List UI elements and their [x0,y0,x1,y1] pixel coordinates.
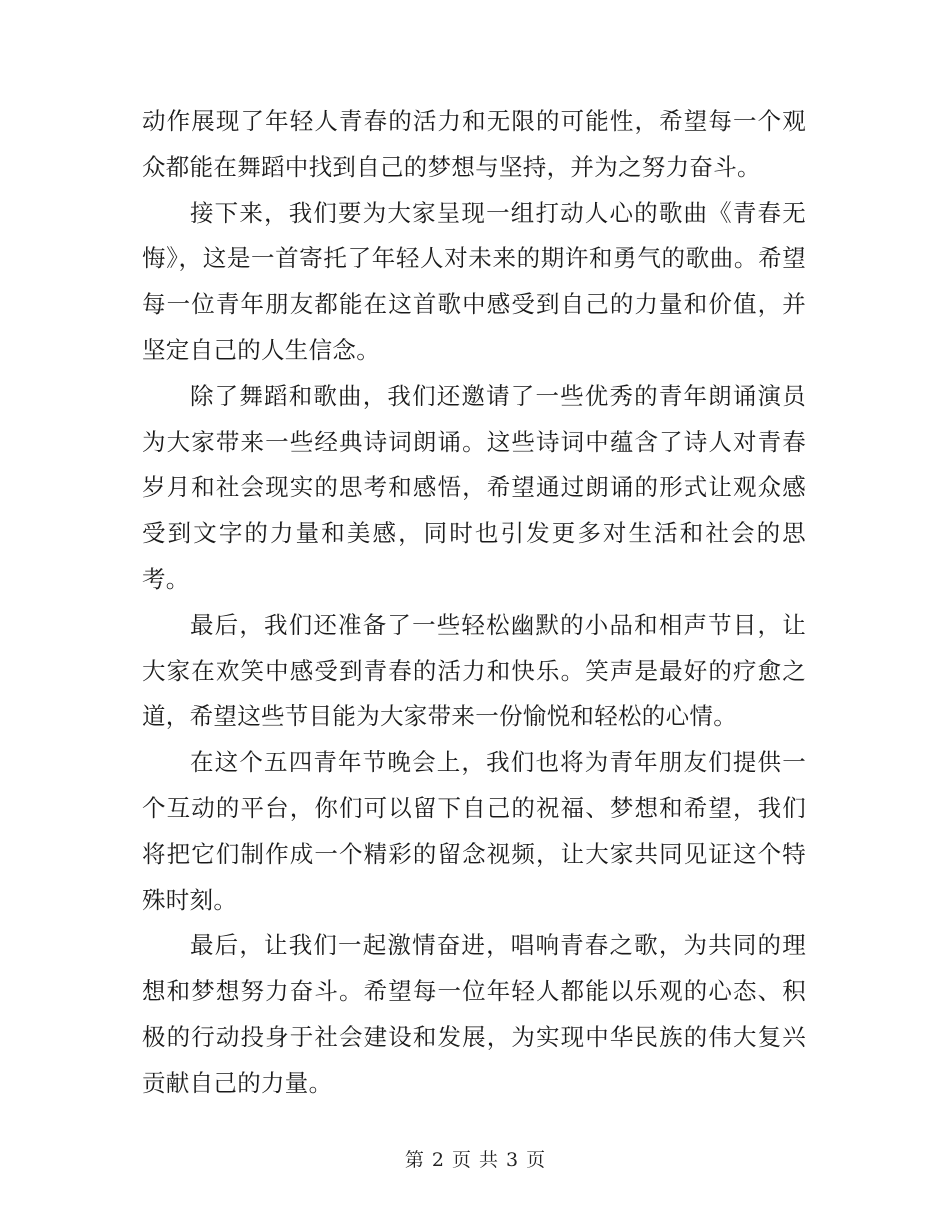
page-number-footer [0,1148,950,1172]
page-word-2: 页 [526,1149,546,1171]
paragraph-6: 最后，让我们一起激情奋进，唱响青春之歌，为共同的理想和梦想努力奋斗。希望每一位年轻人都能以乐观的心态、积极的行动投身于社会建设和发展，为实现中华民族的伟大复兴贡献自己的力量。 [142,931,806,1097]
paragraph-4: 最后，我们还准备了一些轻松幽默的小品和相声节目，让大家在欢笑中感受到青春的活力和快乐。笑声是最好的疗愈之道，希望这些节目能为大家带来一份愉悦和轻松的心情。 [142,610,806,731]
total-prefix: 共 [479,1149,499,1171]
paragraph-5: 在这个五四青年节晚会上，我们也将为青年朋友们提供一个互动的平台，你们可以留下自己的祝福、梦想和希望，我们将把它们制作成一个精彩的留念视频，让大家共同见证这个特殊时刻。 [142,748,806,914]
document-body [142,99,806,1107]
page-prefix: 第 [404,1149,424,1171]
total-page-count: 3 [506,1149,519,1171]
current-page-number: 2 [431,1149,444,1171]
paragraph-1: 动作展现了年轻人青春的活力和无限的可能性，希望每一个观众都能在舞蹈中找到自己的梦想与坚持，并为之努力奋斗。 [142,107,806,181]
paragraph-2: 接下来，我们要为大家呈现一组打动人心的歌曲《青春无悔》，这是一首寄托了年轻人对未来的期许和勇气的歌曲。希望每一位青年朋友都能在这首歌中感受到自己的力量和价值，并坚定自己的人生信念。 [142,198,806,364]
page-word: 页 [451,1149,471,1171]
paragraph-3: 除了舞蹈和歌曲，我们还邀请了一些优秀的青年朗诵演员为大家带来一些经典诗词朗诵。这些诗词中蕴含了诗人对青春岁月和社会现实的思考和感悟，希望通过朗诵的形式让观众感受到文字的力量和美感，同时也引发更多对生活和社会的思考。 [142,381,806,593]
